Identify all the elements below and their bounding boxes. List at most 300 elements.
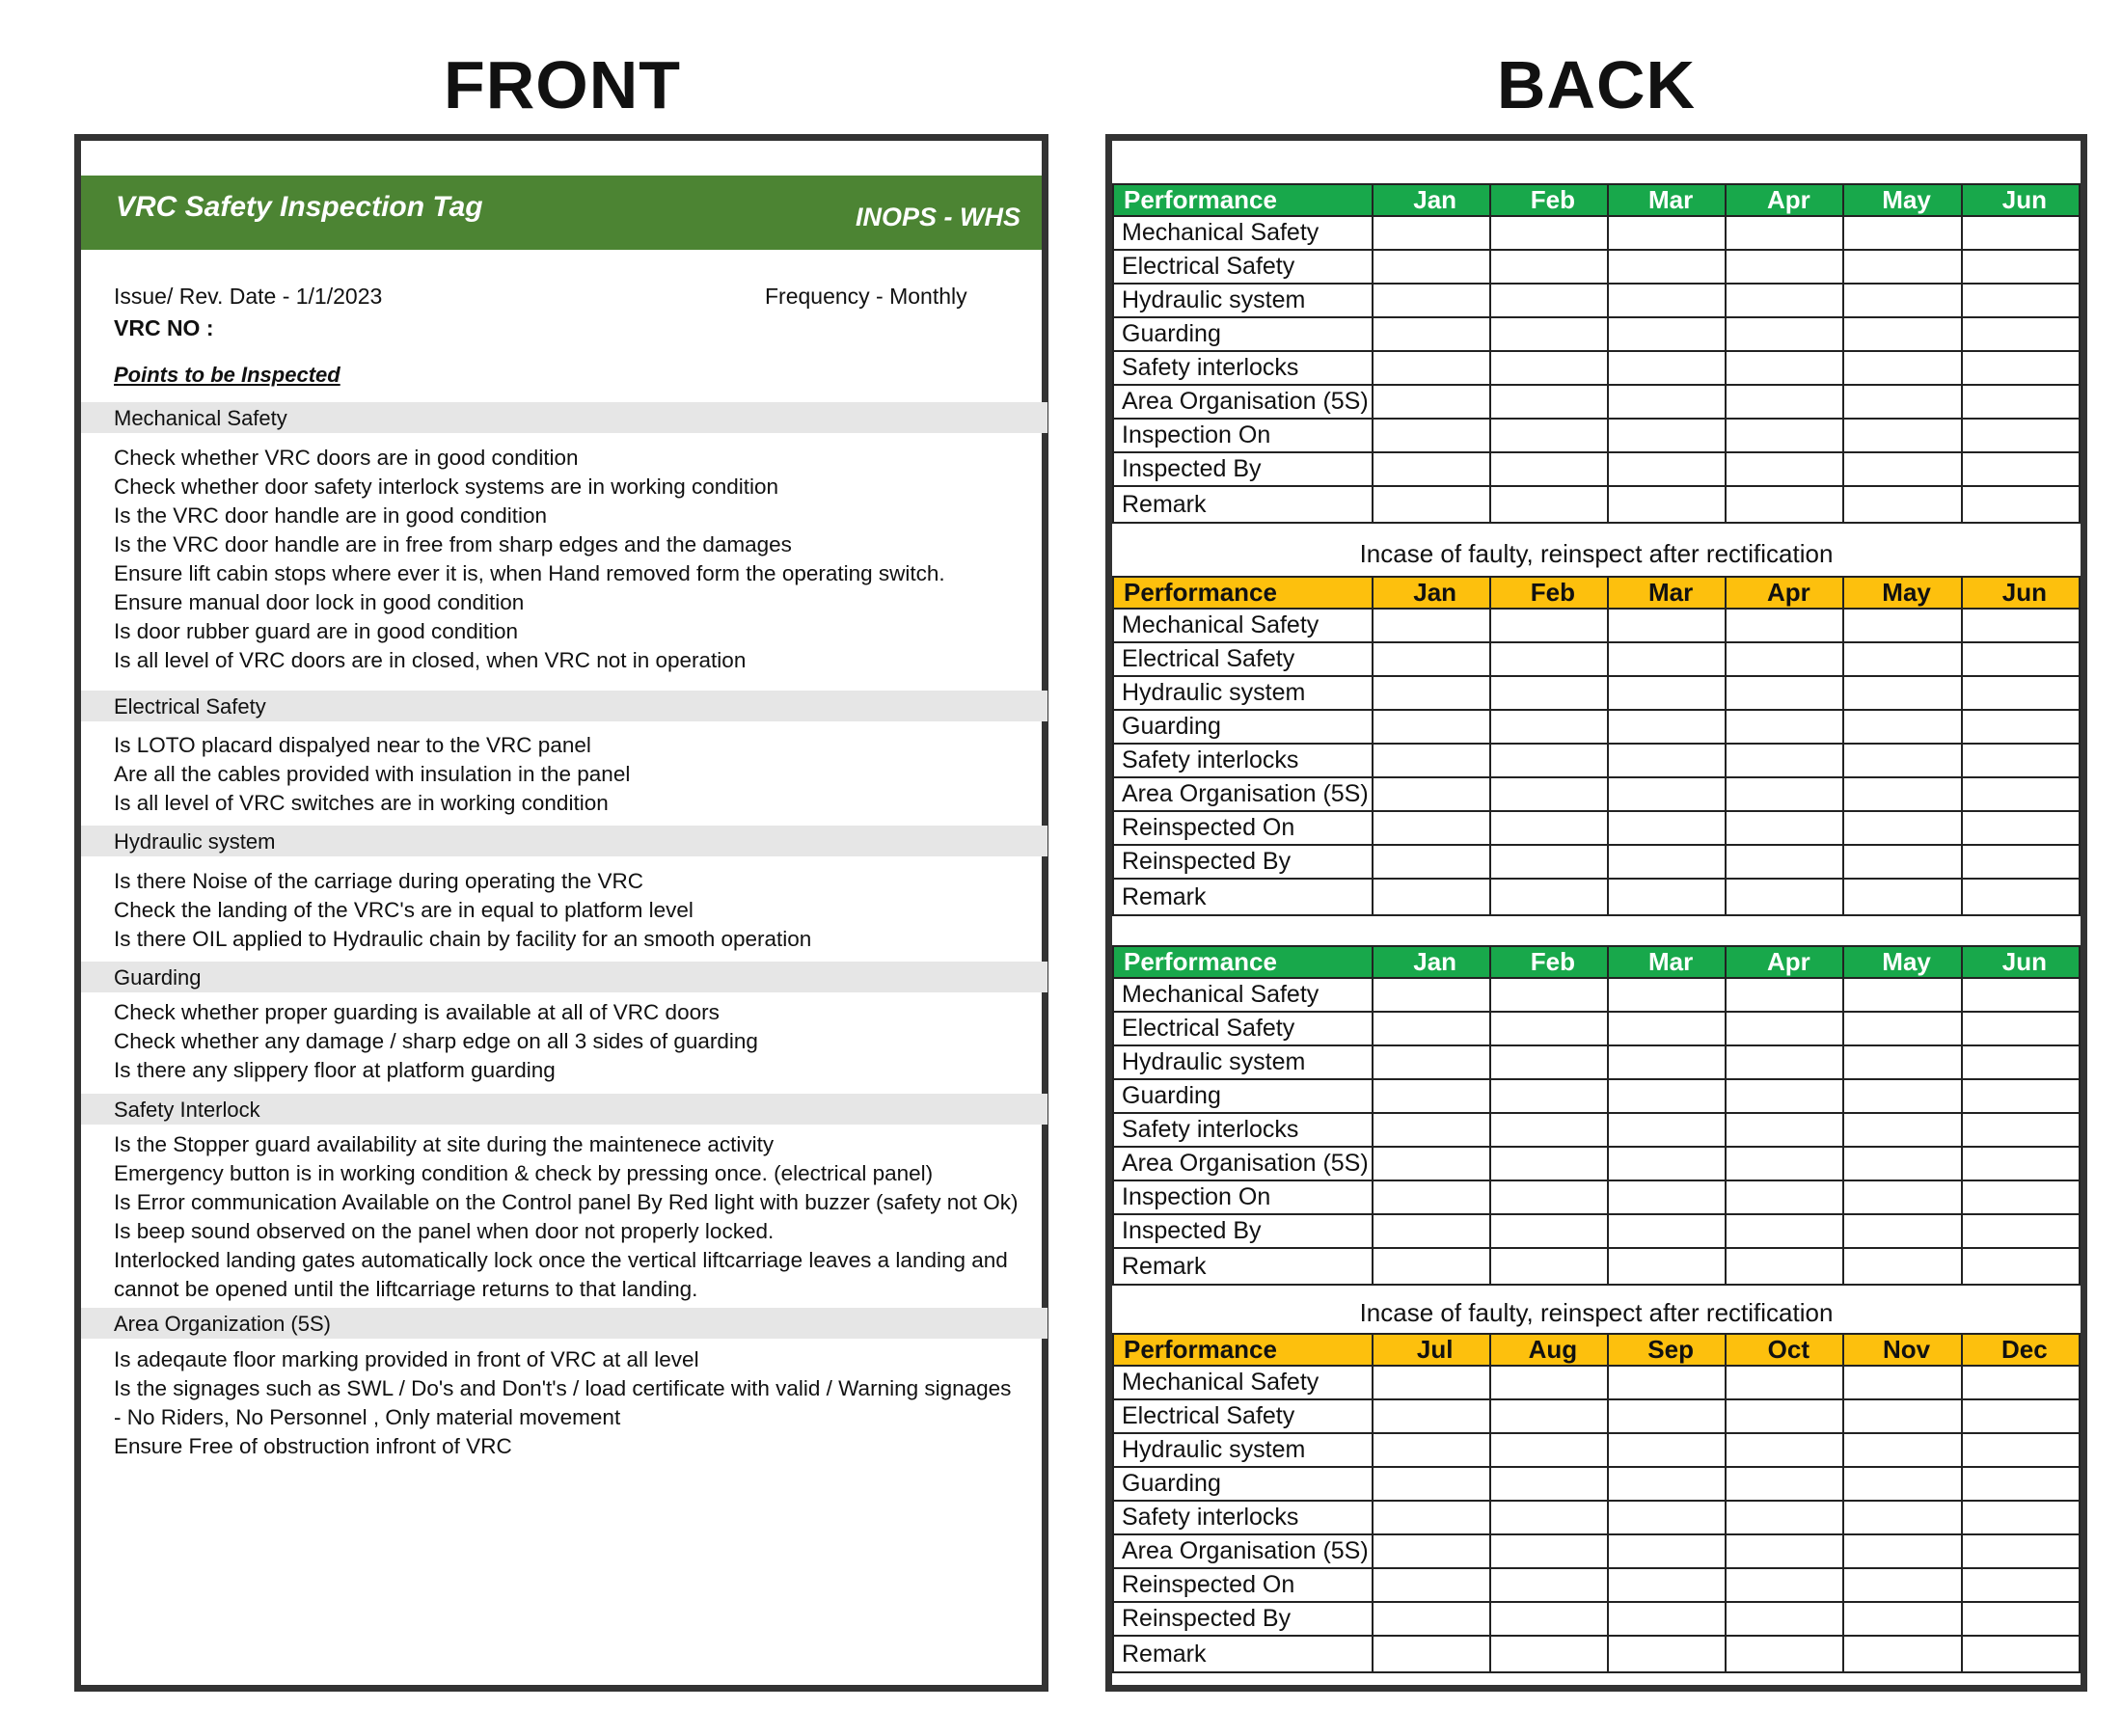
table-row — [1113, 1248, 2080, 1285]
entry-cell[interactable] — [1843, 845, 1961, 879]
entry-cell[interactable] — [1843, 1012, 1961, 1045]
month-header: Aug — [1490, 1334, 1608, 1366]
entry-cell[interactable] — [1962, 1399, 2080, 1433]
entry-cell[interactable] — [1962, 777, 2080, 811]
table-row — [1113, 317, 2080, 351]
entry-cell[interactable] — [1490, 1214, 1608, 1248]
entry-cell[interactable] — [1373, 317, 1490, 351]
entry-cell[interactable] — [1843, 744, 1961, 777]
entry-cell[interactable] — [1843, 1636, 1961, 1672]
check-item: Check the landing of the VRC's are in equal to platform level — [114, 898, 694, 922]
entry-cell[interactable] — [1962, 1433, 2080, 1467]
entry-cell[interactable] — [1490, 1568, 1608, 1602]
row-label: Mechanical Safety — [1113, 216, 1373, 250]
table-row — [1113, 1214, 2080, 1248]
check-item: Is the VRC door handle are in good condition — [114, 503, 548, 528]
entry-cell[interactable] — [1608, 978, 1726, 1012]
entry-cell[interactable] — [1726, 419, 1843, 452]
entry-cell[interactable] — [1608, 1180, 1726, 1214]
performance-table — [1112, 183, 2081, 524]
table-row — [1113, 1147, 2080, 1180]
entry-cell[interactable] — [1962, 1366, 2080, 1399]
table-row — [1113, 1568, 2080, 1602]
entry-cell[interactable] — [1726, 1501, 1843, 1534]
entry-cell[interactable] — [1490, 452, 1608, 486]
entry-cell[interactable] — [1373, 1147, 1490, 1180]
entry-cell[interactable] — [1962, 1501, 2080, 1534]
check-item: Is there OIL applied to Hydraulic chain by facility for an smooth operation — [114, 927, 812, 951]
check-item: Is all level of VRC switches are in working condition — [114, 791, 609, 815]
entry-cell[interactable] — [1726, 1366, 1843, 1399]
entry-cell[interactable] — [1843, 1079, 1961, 1113]
entry-cell[interactable] — [1608, 1079, 1726, 1113]
month-header: Mar — [1608, 577, 1726, 609]
entry-cell[interactable] — [1608, 1147, 1726, 1180]
entry-cell[interactable] — [1608, 385, 1726, 419]
month-header: Feb — [1490, 577, 1608, 609]
row-label: Electrical Safety — [1113, 250, 1373, 284]
entry-cell[interactable] — [1962, 1602, 2080, 1636]
entry-cell[interactable] — [1962, 486, 2080, 523]
entry-cell[interactable] — [1843, 317, 1961, 351]
entry-cell[interactable] — [1962, 1636, 2080, 1672]
entry-cell[interactable] — [1962, 879, 2080, 915]
entry-cell[interactable] — [1608, 811, 1726, 845]
entry-cell[interactable] — [1608, 845, 1726, 879]
month-header: Jan — [1373, 184, 1490, 216]
entry-cell[interactable] — [1962, 609, 2080, 642]
entry-cell[interactable] — [1373, 777, 1490, 811]
tag-title: VRC Safety Inspection Tag — [116, 191, 483, 223]
check-item: Is beep sound observed on the panel when door not properly locked. — [114, 1219, 775, 1243]
entry-cell[interactable] — [1843, 1248, 1961, 1285]
entry-cell[interactable] — [1608, 250, 1726, 284]
entry-cell[interactable] — [1962, 710, 2080, 744]
entry-cell[interactable] — [1608, 419, 1726, 452]
check-item: Is Error communication Available on the Control panel By Red light with buzzer (safety not Ok) — [114, 1190, 1019, 1214]
row-label: Reinspected On — [1113, 811, 1373, 845]
entry-cell[interactable] — [1608, 1534, 1726, 1568]
entry-cell[interactable] — [1490, 1433, 1608, 1467]
entry-cell[interactable] — [1843, 1534, 1961, 1568]
entry-cell[interactable] — [1373, 216, 1490, 250]
entry-cell[interactable] — [1490, 486, 1608, 523]
entry-cell[interactable] — [1608, 1636, 1726, 1672]
issue-date: Issue/ Rev. Date - 1/1/2023 — [114, 284, 383, 309]
section-items — [114, 731, 630, 818]
row-label: Hydraulic system — [1113, 1433, 1373, 1467]
entry-cell[interactable] — [1726, 1248, 1843, 1285]
entry-cell[interactable] — [1373, 845, 1490, 879]
row-label: Remark — [1113, 1248, 1373, 1285]
entry-cell[interactable] — [1843, 419, 1961, 452]
entry-cell[interactable] — [1490, 1012, 1608, 1045]
front-heading: FRONT — [443, 47, 682, 122]
entry-cell[interactable] — [1962, 385, 2080, 419]
entry-cell[interactable] — [1373, 452, 1490, 486]
entry-cell[interactable] — [1843, 978, 1961, 1012]
entry-cell[interactable] — [1843, 1467, 1961, 1501]
entry-cell[interactable] — [1962, 1147, 2080, 1180]
entry-cell[interactable] — [1843, 1045, 1961, 1079]
entry-cell[interactable] — [1962, 845, 2080, 879]
entry-cell[interactable] — [1962, 1534, 2080, 1568]
entry-cell[interactable] — [1843, 385, 1961, 419]
entry-cell[interactable] — [1373, 1433, 1490, 1467]
entry-cell[interactable] — [1373, 250, 1490, 284]
row-label: Area Organisation (5S) — [1113, 777, 1373, 811]
month-header: Nov — [1843, 1334, 1961, 1366]
month-header: Mar — [1608, 184, 1726, 216]
check-item: Is all level of VRC doors are in closed, when VRC not in operation — [114, 648, 747, 672]
entry-cell[interactable] — [1490, 978, 1608, 1012]
entry-cell[interactable] — [1608, 284, 1726, 317]
row-label: Remark — [1113, 1636, 1373, 1672]
entry-cell[interactable] — [1373, 1079, 1490, 1113]
entry-cell[interactable] — [1373, 609, 1490, 642]
entry-cell[interactable] — [1726, 1568, 1843, 1602]
entry-cell[interactable] — [1962, 1180, 2080, 1214]
check-item: Is door rubber guard are in good condition — [114, 619, 519, 643]
entry-cell[interactable] — [1373, 1045, 1490, 1079]
entry-cell[interactable] — [1373, 486, 1490, 523]
reinspection-table — [1112, 576, 2081, 916]
table-row — [1113, 845, 2080, 879]
entry-cell[interactable] — [1608, 777, 1726, 811]
reinspect-note: Incase of faulty, reinspect after rectification — [1359, 539, 1834, 568]
entry-cell[interactable] — [1490, 1147, 1608, 1180]
entry-cell[interactable] — [1490, 1602, 1608, 1636]
entry-cell[interactable] — [1608, 1214, 1726, 1248]
month-header: Jan — [1373, 577, 1490, 609]
entry-cell[interactable] — [1490, 1399, 1608, 1433]
entry-cell[interactable] — [1490, 845, 1608, 879]
row-label: Inspection On — [1113, 419, 1373, 452]
entry-cell[interactable] — [1726, 486, 1843, 523]
entry-cell[interactable] — [1490, 1366, 1608, 1399]
section-title: Electrical Safety — [114, 694, 266, 719]
entry-cell[interactable] — [1962, 1113, 2080, 1147]
section-title: Guarding — [114, 965, 202, 990]
entry-cell[interactable] — [1608, 1399, 1726, 1433]
entry-cell[interactable] — [1726, 1045, 1843, 1079]
entry-cell[interactable] — [1608, 642, 1726, 676]
entry-cell[interactable] — [1490, 710, 1608, 744]
back-card — [1105, 134, 2087, 1692]
entry-cell[interactable] — [1843, 1433, 1961, 1467]
table-row — [1113, 1399, 2080, 1433]
entry-cell[interactable] — [1608, 1602, 1726, 1636]
entry-cell[interactable] — [1726, 978, 1843, 1012]
entry-cell[interactable] — [1843, 1214, 1961, 1248]
entry-cell[interactable] — [1843, 1568, 1961, 1602]
check-item: Interlocked landing gates automatically lock once the vertical liftcarriage leaves a landing and — [114, 1248, 1008, 1272]
entry-cell[interactable] — [1490, 642, 1608, 676]
entry-cell[interactable] — [1373, 385, 1490, 419]
entry-cell[interactable] — [1843, 777, 1961, 811]
entry-cell[interactable] — [1490, 1501, 1608, 1534]
entry-cell[interactable] — [1843, 710, 1961, 744]
entry-cell[interactable] — [1373, 676, 1490, 710]
entry-cell[interactable] — [1490, 744, 1608, 777]
entry-cell[interactable] — [1490, 879, 1608, 915]
entry-cell[interactable] — [1726, 250, 1843, 284]
month-header: Sep — [1608, 1334, 1726, 1366]
entry-cell[interactable] — [1608, 1467, 1726, 1501]
frequency: Frequency - Monthly — [765, 284, 967, 309]
entry-cell[interactable] — [1608, 1433, 1726, 1467]
entry-cell[interactable] — [1490, 1248, 1608, 1285]
entry-cell[interactable] — [1726, 1079, 1843, 1113]
entry-cell[interactable] — [1490, 284, 1608, 317]
entry-cell[interactable] — [1726, 1534, 1843, 1568]
entry-cell[interactable] — [1373, 1113, 1490, 1147]
entry-cell[interactable] — [1608, 1366, 1726, 1399]
entry-cell[interactable] — [1726, 879, 1843, 915]
entry-cell[interactable] — [1843, 486, 1961, 523]
entry-cell[interactable] — [1726, 710, 1843, 744]
entry-cell[interactable] — [1608, 1568, 1726, 1602]
entry-cell[interactable] — [1373, 1399, 1490, 1433]
entry-cell[interactable] — [1608, 486, 1726, 523]
tag-title-bar — [81, 176, 1042, 250]
entry-cell[interactable] — [1490, 351, 1608, 385]
table-header-row — [1113, 184, 2080, 216]
entry-cell[interactable] — [1608, 676, 1726, 710]
entry-cell[interactable] — [1962, 351, 2080, 385]
entry-cell[interactable] — [1490, 385, 1608, 419]
entry-cell[interactable] — [1608, 216, 1726, 250]
performance-header: Performance — [1113, 577, 1373, 609]
entry-cell[interactable] — [1490, 1636, 1608, 1672]
month-header: Feb — [1490, 946, 1608, 978]
entry-cell[interactable] — [1490, 250, 1608, 284]
points-to-inspect-label: Points to be Inspected — [114, 363, 340, 387]
entry-cell[interactable] — [1373, 1012, 1490, 1045]
entry-cell[interactable] — [1490, 317, 1608, 351]
month-header: May — [1843, 946, 1961, 978]
entry-cell[interactable] — [1373, 744, 1490, 777]
month-header: Apr — [1726, 577, 1843, 609]
entry-cell[interactable] — [1843, 1399, 1961, 1433]
row-label: Mechanical Safety — [1113, 978, 1373, 1012]
entry-cell[interactable] — [1490, 1113, 1608, 1147]
entry-cell[interactable] — [1843, 351, 1961, 385]
entry-cell[interactable] — [1608, 744, 1726, 777]
entry-cell[interactable] — [1726, 811, 1843, 845]
entry-cell[interactable] — [1843, 676, 1961, 710]
entry-cell[interactable] — [1726, 351, 1843, 385]
entry-cell[interactable] — [1962, 1045, 2080, 1079]
entry-cell[interactable] — [1608, 1045, 1726, 1079]
entry-cell[interactable] — [1726, 1012, 1843, 1045]
entry-cell[interactable] — [1608, 452, 1726, 486]
entry-cell[interactable] — [1608, 317, 1726, 351]
entry-cell[interactable] — [1843, 1180, 1961, 1214]
check-item: Check whether VRC doors are in good condition — [114, 446, 579, 470]
entry-cell[interactable] — [1843, 452, 1961, 486]
entry-cell[interactable] — [1726, 1113, 1843, 1147]
check-item: Is there Noise of the carriage during operating the VRC — [114, 869, 644, 893]
table-row — [1113, 811, 2080, 845]
entry-cell[interactable] — [1490, 1467, 1608, 1501]
entry-cell[interactable] — [1726, 216, 1843, 250]
entry-cell[interactable] — [1373, 1568, 1490, 1602]
entry-cell[interactable] — [1373, 351, 1490, 385]
entry-cell[interactable] — [1726, 744, 1843, 777]
entry-cell[interactable] — [1373, 419, 1490, 452]
entry-cell[interactable] — [1843, 1147, 1961, 1180]
entry-cell[interactable] — [1490, 676, 1608, 710]
entry-cell[interactable] — [1843, 879, 1961, 915]
entry-cell[interactable] — [1726, 1602, 1843, 1636]
entry-cell[interactable] — [1726, 1433, 1843, 1467]
entry-cell[interactable] — [1726, 845, 1843, 879]
entry-cell[interactable] — [1843, 642, 1961, 676]
entry-cell[interactable] — [1726, 1467, 1843, 1501]
entry-cell[interactable] — [1608, 1501, 1726, 1534]
entry-cell[interactable] — [1726, 1636, 1843, 1672]
entry-cell[interactable] — [1373, 978, 1490, 1012]
entry-cell[interactable] — [1843, 250, 1961, 284]
row-label: Area Organisation (5S) — [1113, 385, 1373, 419]
check-item: Is the VRC door handle are in free from sharp edges and the damages — [114, 532, 792, 556]
row-label: Mechanical Safety — [1113, 1366, 1373, 1399]
entry-cell[interactable] — [1373, 1467, 1490, 1501]
entry-cell[interactable] — [1608, 1248, 1726, 1285]
table-row — [1113, 777, 2080, 811]
entry-cell[interactable] — [1726, 1147, 1843, 1180]
table-row — [1113, 216, 2080, 250]
entry-cell[interactable] — [1490, 1180, 1608, 1214]
reinspect-note: Incase of faulty, reinspect after rectification — [1359, 1298, 1834, 1327]
reinspection-table — [1112, 1333, 2081, 1673]
entry-cell[interactable] — [1962, 284, 2080, 317]
entry-cell[interactable] — [1962, 1012, 2080, 1045]
table-row — [1113, 978, 2080, 1012]
month-header: May — [1843, 184, 1961, 216]
entry-cell[interactable] — [1373, 1501, 1490, 1534]
entry-cell[interactable] — [1843, 811, 1961, 845]
entry-cell[interactable] — [1962, 978, 2080, 1012]
entry-cell[interactable] — [1843, 1602, 1961, 1636]
row-label: Guarding — [1113, 710, 1373, 744]
entry-cell[interactable] — [1608, 609, 1726, 642]
front-card — [74, 134, 1048, 1692]
section-items — [114, 867, 811, 954]
entry-cell[interactable] — [1373, 642, 1490, 676]
check-item: Is LOTO placard dispalyed near to the VRC panel — [114, 733, 591, 757]
entry-cell[interactable] — [1726, 452, 1843, 486]
month-header: Jun — [1962, 577, 2080, 609]
table-row — [1113, 609, 2080, 642]
row-label: Area Organisation (5S) — [1113, 1534, 1373, 1568]
entry-cell[interactable] — [1490, 811, 1608, 845]
entry-cell[interactable] — [1726, 317, 1843, 351]
entry-cell[interactable] — [1962, 676, 2080, 710]
entry-cell[interactable] — [1490, 777, 1608, 811]
entry-cell[interactable] — [1373, 1636, 1490, 1672]
entry-cell[interactable] — [1608, 1113, 1726, 1147]
entry-cell[interactable] — [1490, 216, 1608, 250]
entry-cell[interactable] — [1962, 1467, 2080, 1501]
entry-cell[interactable] — [1962, 642, 2080, 676]
entry-cell[interactable] — [1373, 879, 1490, 915]
table-row — [1113, 284, 2080, 317]
entry-cell[interactable] — [1843, 216, 1961, 250]
entry-cell[interactable] — [1490, 609, 1608, 642]
entry-cell[interactable] — [1962, 811, 2080, 845]
entry-cell[interactable] — [1962, 1248, 2080, 1285]
entry-cell[interactable] — [1843, 1501, 1961, 1534]
entry-cell[interactable] — [1490, 1534, 1608, 1568]
entry-cell[interactable] — [1962, 317, 2080, 351]
month-header: May — [1843, 577, 1961, 609]
entry-cell[interactable] — [1843, 1366, 1961, 1399]
entry-cell[interactable] — [1962, 216, 2080, 250]
month-header: Oct — [1726, 1334, 1843, 1366]
entry-cell[interactable] — [1608, 879, 1726, 915]
entry-cell[interactable] — [1373, 1214, 1490, 1248]
entry-cell[interactable] — [1373, 811, 1490, 845]
row-label: Guarding — [1113, 1467, 1373, 1501]
entry-cell[interactable] — [1608, 710, 1726, 744]
entry-cell[interactable] — [1373, 284, 1490, 317]
table-row — [1113, 744, 2080, 777]
entry-cell[interactable] — [1726, 1214, 1843, 1248]
entry-cell[interactable] — [1373, 1534, 1490, 1568]
entry-cell[interactable] — [1962, 1079, 2080, 1113]
entry-cell[interactable] — [1726, 777, 1843, 811]
entry-cell[interactable] — [1373, 1180, 1490, 1214]
entry-cell[interactable] — [1490, 419, 1608, 452]
entry-cell[interactable] — [1843, 1113, 1961, 1147]
table-row — [1113, 1180, 2080, 1214]
entry-cell[interactable] — [1962, 250, 2080, 284]
entry-cell[interactable] — [1726, 1180, 1843, 1214]
entry-cell[interactable] — [1726, 676, 1843, 710]
entry-cell[interactable] — [1962, 1214, 2080, 1248]
entry-cell[interactable] — [1726, 642, 1843, 676]
entry-cell[interactable] — [1490, 1045, 1608, 1079]
entry-cell[interactable] — [1962, 452, 2080, 486]
entry-cell[interactable] — [1373, 710, 1490, 744]
month-header: Mar — [1608, 946, 1726, 978]
entry-cell[interactable] — [1962, 1568, 2080, 1602]
section-items — [114, 1345, 1011, 1461]
entry-cell[interactable] — [1608, 1012, 1726, 1045]
table-row — [1113, 452, 2080, 486]
row-label: Electrical Safety — [1113, 1012, 1373, 1045]
section-title: Safety Interlock — [114, 1098, 260, 1122]
entry-cell[interactable] — [1962, 419, 2080, 452]
performance-header: Performance — [1113, 946, 1373, 978]
entry-cell[interactable] — [1490, 1079, 1608, 1113]
entry-cell[interactable] — [1726, 609, 1843, 642]
table-row — [1113, 1467, 2080, 1501]
entry-cell[interactable] — [1726, 284, 1843, 317]
entry-cell[interactable] — [1608, 351, 1726, 385]
entry-cell[interactable] — [1726, 1399, 1843, 1433]
row-label: Guarding — [1113, 1079, 1373, 1113]
entry-cell[interactable] — [1373, 1366, 1490, 1399]
entry-cell[interactable] — [1962, 744, 2080, 777]
entry-cell[interactable] — [1843, 609, 1961, 642]
entry-cell[interactable] — [1843, 284, 1961, 317]
entry-cell[interactable] — [1373, 1248, 1490, 1285]
entry-cell[interactable] — [1726, 385, 1843, 419]
entry-cell[interactable] — [1373, 1602, 1490, 1636]
